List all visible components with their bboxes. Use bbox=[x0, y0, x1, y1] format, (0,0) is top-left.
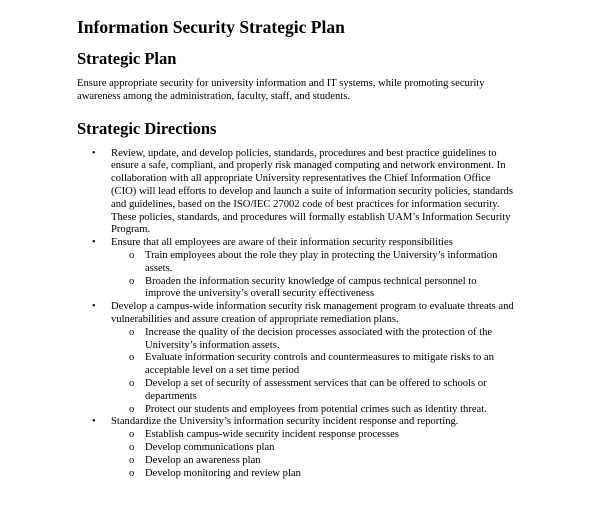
subitem bbox=[111, 276, 514, 302]
subitem-text: Develop a set of security of assessment services that can be offered to schools or departments bbox=[145, 377, 487, 402]
circle-bullet-icon: o bbox=[129, 249, 135, 261]
subitem-text: Develop communications plan bbox=[145, 441, 275, 453]
subitem-list bbox=[111, 327, 514, 417]
subitem bbox=[111, 442, 514, 455]
subitem-text: Protect our students and employees from potential crimes such as identity threat. bbox=[145, 403, 487, 415]
subitem bbox=[111, 429, 514, 442]
direction-text: Develop a campus-wide information security risk management program to evaluate threats and vulnerabilities and assure creation of appropriate remediation plans. bbox=[111, 301, 514, 325]
directions-list bbox=[77, 148, 514, 481]
section-heading-strategic-plan: Strategic Plan bbox=[77, 49, 177, 68]
subitem-text: Develop monitoring and review plan bbox=[145, 467, 301, 479]
subitem-text: Evaluate information security controls and countermeasures to mitigate risks to an acceptable level on a set time period bbox=[145, 352, 494, 377]
circle-bullet-icon: o bbox=[129, 377, 135, 389]
bullet-icon: • bbox=[92, 416, 96, 428]
circle-bullet-icon: o bbox=[129, 441, 135, 453]
intro-paragraph: Ensure appropriate security for university information and IT systems, while promoting security awareness among the administration, faculty, staff, and students. bbox=[77, 78, 485, 102]
subitem-text: Establish campus-wide security incident response processes bbox=[145, 429, 399, 441]
circle-bullet-icon: o bbox=[129, 403, 135, 415]
subitem bbox=[111, 250, 514, 276]
circle-bullet-icon: o bbox=[129, 275, 135, 287]
direction-item bbox=[77, 301, 514, 416]
circle-bullet-icon: o bbox=[129, 454, 135, 466]
subitem bbox=[111, 378, 514, 404]
subitem bbox=[111, 468, 514, 481]
direction-text: Review, update, and develop policies, standards, procedures and best practice guidelines to ensure a safe, compliant, and properly risk managed computing and network environment. In collaboration with all appropriate University representatives the Chief Information Office (CIO) will lead efforts to develop and launch a suite of information security policies, standards and guidelines, based on the ISO/IEC 27002 code of best practices for information security. These policies, standards, and procedures will formally establish UAM’s Information Security Program. bbox=[111, 147, 513, 236]
direction-text: Ensure that all employees are aware of their information security responsibilities bbox=[111, 237, 453, 249]
bullet-icon: • bbox=[92, 301, 96, 313]
subitem bbox=[111, 455, 514, 468]
circle-bullet-icon: o bbox=[129, 429, 135, 441]
direction-item bbox=[77, 237, 514, 301]
subitem bbox=[111, 404, 514, 417]
direction-text: Standardize the University’s information security incident response and reporting. bbox=[111, 416, 459, 428]
subitem bbox=[111, 352, 514, 378]
subitem-list bbox=[111, 250, 514, 301]
subitem-text: Broaden the information security knowledge of campus technical personnel to improve the university’s overall security effectiveness bbox=[145, 275, 477, 300]
circle-bullet-icon: o bbox=[129, 352, 135, 364]
direction-item bbox=[77, 148, 514, 238]
bullet-icon: • bbox=[92, 237, 96, 249]
section-heading-strategic-directions: Strategic Directions bbox=[77, 118, 217, 138]
circle-bullet-icon: o bbox=[129, 326, 135, 338]
subitem-text: Train employees about the role they play in protecting the University’s information assets. bbox=[145, 249, 498, 274]
subitem-text: Increase the quality of the decision processes associated with the protection of the University’s information assets. bbox=[145, 326, 493, 351]
document-title: Information Security Strategic Plan bbox=[77, 17, 345, 37]
bullet-icon: • bbox=[92, 147, 96, 159]
direction-item bbox=[77, 416, 514, 480]
subitem-list bbox=[111, 429, 514, 480]
circle-bullet-icon: o bbox=[129, 467, 135, 479]
subitem-text: Develop an awareness plan bbox=[145, 454, 261, 466]
subitem bbox=[111, 327, 514, 353]
